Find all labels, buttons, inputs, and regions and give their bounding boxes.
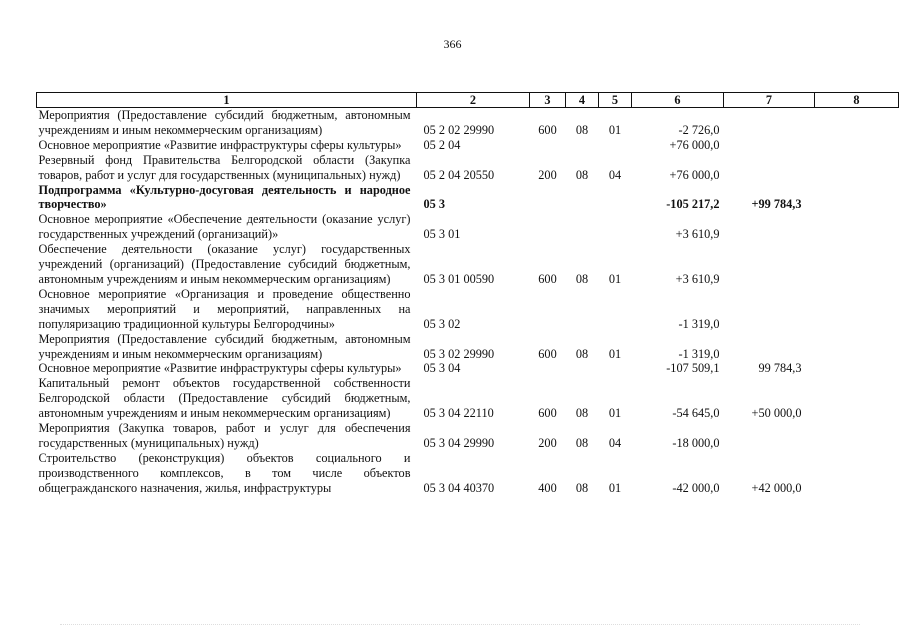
row-code: 05 3 04 22110 — [423, 406, 494, 421]
table-row — [37, 361, 899, 376]
row-col-7-amount — [724, 421, 815, 451]
row-col-7-amount — [724, 287, 815, 332]
column-header-5: 5 — [599, 93, 632, 108]
column-header-2: 2 — [417, 93, 530, 108]
row-col-3 — [530, 183, 566, 213]
column-header-4: 4 — [566, 93, 599, 108]
row-name: Мероприятия (Предоставление субсидий бюджетным, автономным учреждениям и иным некоммерческим организациям) — [38, 331, 411, 361]
row-col-8 — [815, 332, 899, 362]
row-col-7-amount — [724, 138, 815, 153]
row-code: 05 3 01 00590 — [423, 271, 495, 286]
row-col-5 — [599, 183, 632, 213]
row-col-5: 01 — [608, 271, 622, 286]
row-col-6-amount: -54 645,0 — [672, 406, 720, 421]
row-col-3: 200 — [538, 435, 557, 450]
row-name: Основное мероприятие «Обеспечение деятельности (оказание услуг) государственных учреждений (организаций)» — [38, 212, 411, 242]
row-col-7-amount — [724, 332, 815, 362]
row-col-7-amount — [724, 212, 815, 242]
row-col-3: 400 — [538, 480, 557, 495]
row-col-3: 600 — [538, 122, 557, 137]
column-header-6: 6 — [632, 93, 724, 108]
row-col-8 — [815, 183, 899, 213]
row-col-6-amount: -107 509,1 — [666, 361, 720, 376]
row-col-5 — [599, 287, 632, 332]
row-col-6-amount: +76 000,0 — [669, 137, 720, 152]
row-col-3: 600 — [538, 406, 557, 421]
row-col-8 — [815, 361, 899, 376]
table-header-row — [37, 93, 899, 108]
row-col-4: 08 — [575, 480, 589, 495]
row-col-6-amount: -2 726,0 — [678, 122, 720, 137]
table-row — [37, 183, 899, 213]
row-col-3 — [530, 361, 566, 376]
budget-table — [36, 92, 899, 496]
row-col-5 — [599, 361, 632, 376]
row-code: 05 2 02 29990 — [423, 122, 495, 137]
row-code: 05 3 01 — [423, 227, 461, 242]
row-col-6-amount: -42 000,0 — [672, 480, 720, 495]
table-row — [37, 421, 899, 451]
row-name: Мероприятия (Предоставление субсидий бюджетным, автономным учреждениям и иным некоммерческим организациям) — [38, 108, 411, 137]
row-code: 05 3 04 29990 — [423, 435, 495, 450]
row-name: Основное мероприятие «Организация и проведение общественно значимых мероприятий и мероприятий, направленных на популяризацию традиционной культуры Белгородчины» — [38, 286, 411, 331]
row-col-3: 600 — [538, 271, 557, 286]
row-col-6-amount: +3 610,9 — [675, 271, 720, 286]
table-row — [37, 376, 899, 421]
column-header-8: 8 — [815, 93, 899, 108]
scan-noise — [60, 624, 860, 633]
row-col-4: 08 — [575, 271, 589, 286]
row-col-6-amount: -1 319,0 — [678, 316, 720, 331]
row-col-5 — [599, 212, 632, 242]
row-col-4 — [566, 138, 599, 153]
table-row — [37, 153, 899, 183]
row-col-6-amount: +3 610,9 — [675, 227, 720, 242]
row-col-7-amount: +50 000,0 — [751, 406, 802, 421]
row-code: 05 2 04 — [423, 137, 461, 152]
row-col-8 — [815, 153, 899, 183]
column-header-3: 3 — [530, 93, 566, 108]
row-col-5: 01 — [608, 122, 622, 137]
row-col-5: 01 — [608, 406, 622, 421]
row-col-4: 08 — [575, 122, 589, 137]
row-name: Строительство (реконструкция) объектов социального и производственного комплексов, в том числе объектов общегражданского назначения, жилья, инфраструктуры — [38, 450, 411, 495]
row-col-5: 01 — [608, 480, 622, 495]
row-name: Основное мероприятие «Развитие инфраструктуры сферы культуры» — [38, 137, 402, 152]
row-col-5: 04 — [608, 435, 622, 450]
column-header-7: 7 — [724, 93, 815, 108]
row-col-5: 01 — [608, 346, 622, 361]
row-col-8 — [815, 108, 899, 138]
row-col-8 — [815, 451, 899, 496]
table-row — [37, 108, 899, 138]
row-col-8 — [815, 421, 899, 451]
row-code: 05 3 02 29990 — [423, 346, 495, 361]
row-col-5: 04 — [608, 167, 622, 182]
row-code: 05 3 04 40370 — [423, 480, 495, 495]
row-col-7-amount: +42 000,0 — [751, 480, 802, 495]
row-code: 05 3 — [423, 197, 446, 212]
row-col-4: 08 — [575, 167, 589, 182]
row-col-8 — [815, 242, 899, 287]
row-col-6-amount: -1 319,0 — [678, 346, 720, 361]
table-row — [37, 451, 899, 496]
row-col-3: 200 — [538, 167, 557, 182]
row-col-3 — [530, 138, 566, 153]
row-col-7-amount: 99 784,3 — [758, 361, 802, 376]
row-col-6-amount: -18 000,0 — [672, 435, 720, 450]
row-col-4: 08 — [575, 435, 589, 450]
row-name: Обеспечение деятельности (оказание услуг) государственных учреждений (организаций) (Предоставление субсидий бюджетным, автономным учреждениям и иным некоммерческим организациям) — [38, 242, 411, 286]
row-name: Основное мероприятие «Развитие инфраструктуры сферы культуры» — [38, 361, 402, 376]
row-col-4: 08 — [575, 406, 589, 421]
row-name: Мероприятия (Закупка товаров, работ и услуг для обеспечения государственных (муниципальных) нужд) — [38, 421, 411, 450]
row-col-4 — [566, 361, 599, 376]
column-header-1: 1 — [37, 93, 417, 108]
row-col-3 — [530, 212, 566, 242]
row-col-7-amount — [724, 242, 815, 287]
row-col-4 — [566, 287, 599, 332]
row-col-4 — [566, 212, 599, 242]
row-col-8 — [815, 287, 899, 332]
table-row — [37, 212, 899, 242]
row-col-5 — [599, 138, 632, 153]
row-name: Подпрограмма «Культурно-досуговая деятельность и народное творчество» — [38, 182, 411, 212]
row-col-3: 600 — [538, 346, 557, 361]
table-row — [37, 287, 899, 332]
row-name: Капитальный ремонт объектов государственной собственности Белгородской области (Предоставление субсидий бюджетным, автономным учреждениям и иным некоммерческим организациям) — [38, 376, 411, 421]
table-body — [37, 108, 899, 496]
row-code: 05 3 04 — [423, 361, 461, 376]
row-col-4 — [566, 183, 599, 213]
row-code: 05 3 02 — [423, 316, 461, 331]
row-col-6-amount: +76 000,0 — [669, 167, 720, 182]
table-row — [37, 138, 899, 153]
row-col-4: 08 — [575, 346, 589, 361]
row-col-3 — [530, 287, 566, 332]
row-col-7-amount: +99 784,3 — [751, 197, 802, 212]
row-col-8 — [815, 212, 899, 242]
row-col-7-amount — [724, 108, 815, 138]
row-code: 05 2 04 20550 — [423, 167, 495, 182]
table-row — [37, 242, 899, 287]
row-col-8 — [815, 376, 899, 421]
table-row — [37, 332, 899, 362]
row-col-6-amount: -105 217,2 — [666, 197, 720, 212]
row-name: Резервный фонд Правительства Белгородской области (Закупка товаров, работ и услуг для государственных (муниципальных) нужд) — [38, 152, 411, 182]
page-number: 366 — [443, 37, 462, 51]
row-col-7-amount — [724, 153, 815, 183]
row-col-8 — [815, 138, 899, 153]
